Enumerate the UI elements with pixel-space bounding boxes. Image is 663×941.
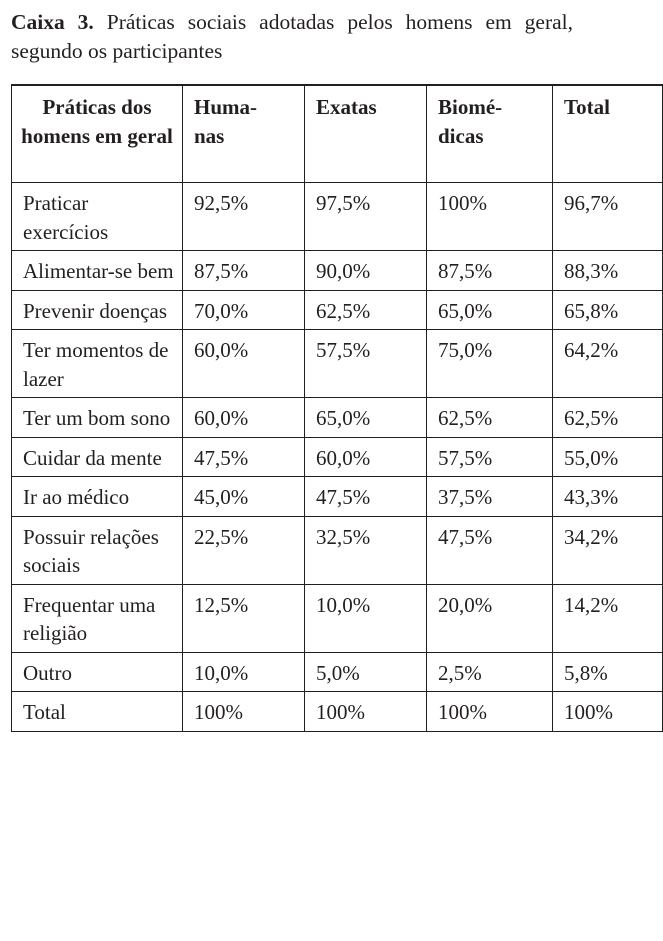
caption-text: Práticas sociais adotadas pelos homens em geral, segundo os participantes <box>11 10 574 63</box>
cell-total: 88,3% <box>553 251 663 291</box>
cell-exatas: 47,5% <box>305 477 427 517</box>
table-row <box>12 251 663 291</box>
cell-humanas: 10,0% <box>183 652 305 692</box>
cell-exatas: 10,0% <box>305 584 427 652</box>
cell-humanas: 87,5% <box>183 251 305 291</box>
cell-biomedicas: 47,5% <box>427 516 553 584</box>
cell-total: 5,8% <box>553 652 663 692</box>
cell-total: 65,8% <box>553 290 663 330</box>
row-label: Alimentar-se bem <box>12 251 183 291</box>
cell-exatas: 32,5% <box>305 516 427 584</box>
table-row <box>12 652 663 692</box>
table-row <box>12 330 663 398</box>
cell-total: 64,2% <box>553 330 663 398</box>
cell-exatas: 57,5% <box>305 330 427 398</box>
cell-biomedicas: 65,0% <box>427 290 553 330</box>
table-row <box>12 290 663 330</box>
table-caption <box>11 8 573 66</box>
cell-exatas: 65,0% <box>305 398 427 438</box>
cell-humanas: 12,5% <box>183 584 305 652</box>
header-cell-exatas: Exatas <box>305 85 427 183</box>
cell-biomedicas: 100% <box>427 692 553 732</box>
cell-humanas: 45,0% <box>183 477 305 517</box>
row-label: Outro <box>12 652 183 692</box>
cell-exatas: 5,0% <box>305 652 427 692</box>
row-label: Prevenir doenças <box>12 290 183 330</box>
cell-biomedicas: 57,5% <box>427 437 553 477</box>
cell-total: 55,0% <box>553 437 663 477</box>
row-label: Ter um bom sono <box>12 398 183 438</box>
table-row <box>12 477 663 517</box>
header-cell-total: Total <box>553 85 663 183</box>
cell-total: 34,2% <box>553 516 663 584</box>
cell-humanas: 60,0% <box>183 398 305 438</box>
cell-humanas: 60,0% <box>183 330 305 398</box>
cell-biomedicas: 37,5% <box>427 477 553 517</box>
cell-exatas: 90,0% <box>305 251 427 291</box>
row-label: Praticar exercícios <box>12 183 183 251</box>
header-cell-practice: Práticas dos homens em geral <box>12 85 183 183</box>
caption-label: Caixa 3. <box>11 10 94 34</box>
cell-total: 14,2% <box>553 584 663 652</box>
cell-humanas: 70,0% <box>183 290 305 330</box>
cell-biomedicas: 87,5% <box>427 251 553 291</box>
cell-humanas: 100% <box>183 692 305 732</box>
header-row <box>12 85 663 183</box>
table-row <box>12 516 663 584</box>
table-row <box>12 398 663 438</box>
data-table <box>11 84 663 732</box>
table-body <box>12 183 663 732</box>
row-label: Ir ao médico <box>12 477 183 517</box>
cell-biomedicas: 100% <box>427 183 553 251</box>
cell-exatas: 97,5% <box>305 183 427 251</box>
cell-biomedicas: 2,5% <box>427 652 553 692</box>
cell-exatas: 62,5% <box>305 290 427 330</box>
cell-total: 100% <box>553 692 663 732</box>
cell-biomedicas: 20,0% <box>427 584 553 652</box>
row-label: Cuidar da mente <box>12 437 183 477</box>
table-row <box>12 437 663 477</box>
cell-total: 43,3% <box>553 477 663 517</box>
cell-humanas: 47,5% <box>183 437 305 477</box>
table-row-total <box>12 692 663 732</box>
row-label: Possuir relações sociais <box>12 516 183 584</box>
row-label: Frequentar uma religião <box>12 584 183 652</box>
cell-total: 96,7% <box>553 183 663 251</box>
cell-humanas: 22,5% <box>183 516 305 584</box>
table-row <box>12 584 663 652</box>
row-label: Ter momentos de lazer <box>12 330 183 398</box>
header-cell-biomedicas: Biomé- dicas <box>427 85 553 183</box>
cell-total: 62,5% <box>553 398 663 438</box>
table-header <box>12 85 663 183</box>
cell-exatas: 100% <box>305 692 427 732</box>
cell-biomedicas: 62,5% <box>427 398 553 438</box>
cell-biomedicas: 75,0% <box>427 330 553 398</box>
header-cell-humanas: Huma- nas <box>183 85 305 183</box>
row-label: Total <box>12 692 183 732</box>
table-row <box>12 183 663 251</box>
cell-humanas: 92,5% <box>183 183 305 251</box>
cell-exatas: 60,0% <box>305 437 427 477</box>
